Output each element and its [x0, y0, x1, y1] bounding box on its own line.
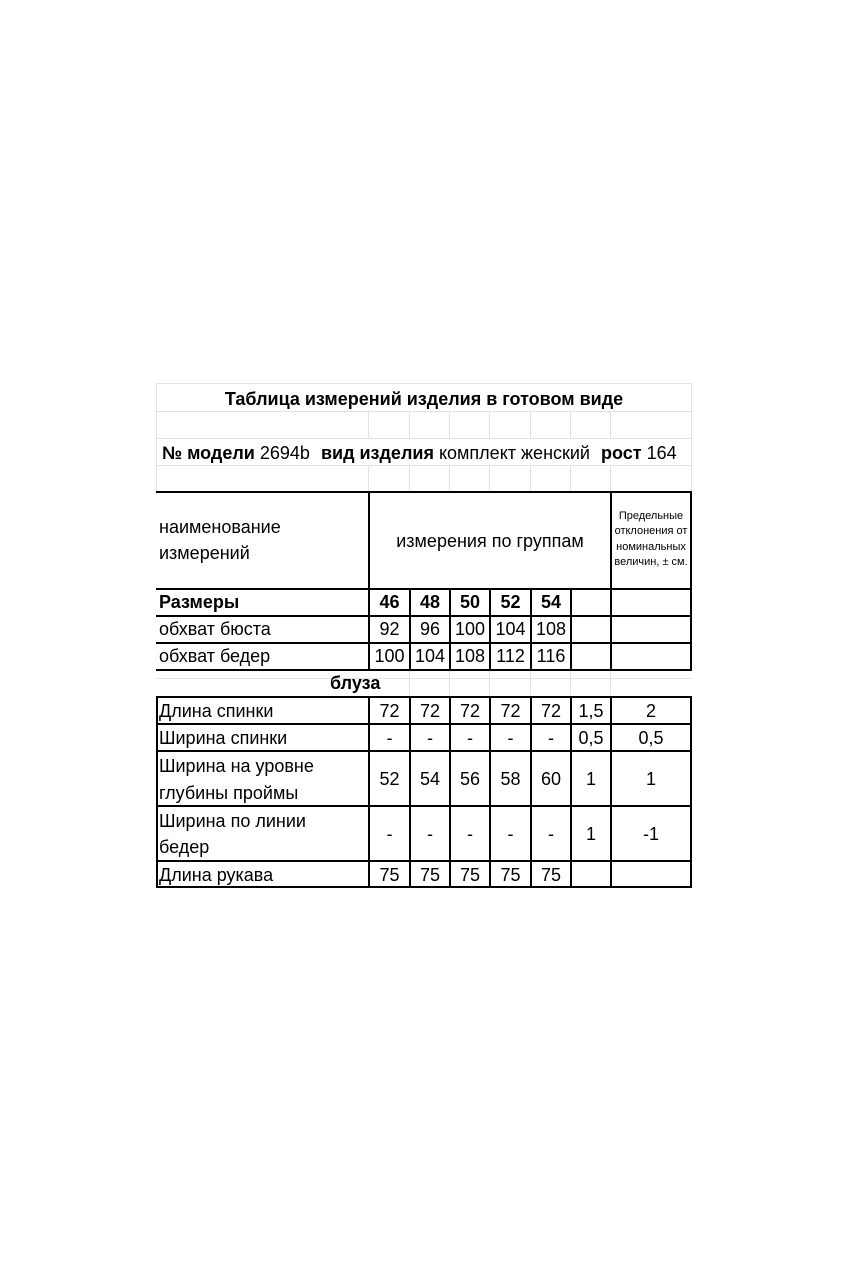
name-column-header-line1: наименование: [159, 517, 281, 537]
table-cell: -: [548, 824, 554, 844]
row-label: Ширина спинки: [159, 728, 288, 748]
size-cell: 46: [379, 592, 400, 612]
table-cell: -: [427, 728, 433, 748]
size-cell: 54: [540, 592, 562, 612]
name-column-header-line2: измерений: [159, 543, 250, 563]
kind-value: комплект женский: [438, 443, 590, 463]
table-cell: -: [507, 728, 514, 748]
table-cell: 52: [379, 769, 400, 789]
row-label-line2: глубины проймы: [159, 783, 299, 803]
table-cell: 104: [414, 646, 446, 666]
tolerance-header-line4: величин, ± см.: [614, 556, 688, 568]
height-value: 164: [646, 443, 677, 463]
tolerance-cell: 1: [585, 824, 596, 844]
table-cell: 54: [419, 769, 441, 789]
tolerance-header-line3: номинальных: [616, 541, 686, 553]
measurement-table: [156, 383, 692, 889]
section-title: блуза: [330, 673, 381, 693]
tolerance-cell: 1: [585, 769, 596, 789]
row-label: Длина рукава: [159, 865, 274, 885]
height-label: рост: [601, 443, 642, 463]
row-label-line2: бедер: [159, 837, 210, 857]
tolerance-cell: 0,5: [638, 728, 664, 748]
size-cell: 48: [419, 592, 441, 612]
row-label: Длина спинки: [159, 701, 274, 721]
table-cell: 75: [419, 865, 441, 885]
table-cell: 100: [374, 646, 405, 666]
table-cell: 75: [500, 865, 521, 885]
table-cell: -: [467, 728, 473, 748]
kind-label: вид изделия: [320, 443, 434, 463]
tolerance-header-line2: отклонения от: [614, 525, 688, 537]
table-cell: -: [507, 824, 514, 844]
row-label: обхват бедер: [159, 646, 271, 666]
tolerance-cell: -1: [642, 824, 659, 844]
table-cell: -: [427, 824, 433, 844]
table-title: Таблица измерений изделия в готовом виде: [224, 389, 624, 409]
tolerance-cell: 0,5: [578, 728, 604, 748]
sizes-label: Размеры: [159, 592, 240, 612]
table-cell: 75: [379, 865, 400, 885]
table-cell: 72: [540, 701, 562, 721]
table-cell: 100: [454, 619, 486, 639]
table-cell: 72: [379, 701, 400, 721]
model-label: № модели: [162, 443, 255, 463]
table-cell: 56: [459, 769, 481, 789]
table-cell: 104: [495, 619, 526, 639]
model-value: 2694b: [259, 443, 310, 463]
tolerance-cell: 1,5: [578, 701, 604, 721]
table-cell: -: [386, 824, 393, 844]
size-cell: 52: [500, 592, 521, 612]
tolerance-cell: 2: [645, 701, 656, 721]
row-label-line1: Ширина по линии: [159, 811, 306, 831]
table-cell: 72: [419, 701, 441, 721]
table-cell: 75: [540, 865, 562, 885]
tolerance-header-line1: Предельные: [618, 510, 684, 522]
row-label: обхват бюста: [159, 619, 271, 639]
table-cell: 72: [500, 701, 521, 721]
tolerance-cell: 1: [645, 769, 656, 789]
table-cell: 96: [419, 619, 441, 639]
table-cell: 58: [500, 769, 521, 789]
table-cell: 72: [459, 701, 481, 721]
row-label-line1: Ширина на уровне: [159, 756, 314, 776]
table-cell: 112: [496, 646, 525, 666]
table-cell: 108: [535, 619, 567, 639]
size-cell: 50: [459, 592, 481, 612]
table-cell: 92: [379, 619, 400, 639]
table-cell: -: [548, 728, 554, 748]
table-cell: 116: [536, 646, 566, 666]
model-line: [162, 442, 677, 464]
table-cell: -: [467, 824, 473, 844]
table-cell: 108: [454, 646, 486, 666]
table-cell: 60: [540, 769, 562, 789]
table-cell: 75: [459, 865, 481, 885]
groups-header: измерения по группам: [396, 531, 584, 551]
table-cell: -: [386, 728, 393, 748]
